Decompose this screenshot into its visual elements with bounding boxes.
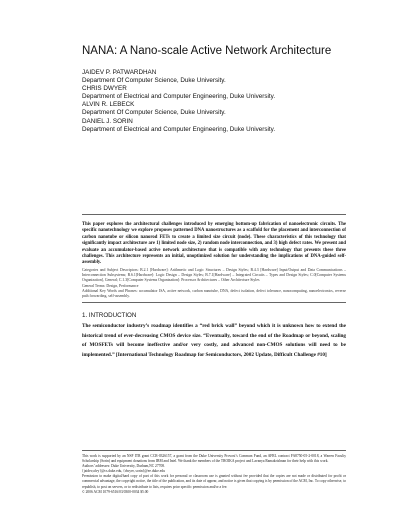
author-name: CHRIS DWYER <box>82 85 127 93</box>
header-divider <box>82 214 346 215</box>
keywords-text: Additional Key Words and Phrases: accumulator ISA, active network, carbon nanotube, DNA, defect isolation, defect tolerance, nanocomputing, nanoelectronics, reverse path forwarding, self-assembly. <box>82 288 346 299</box>
metadata-block <box>82 268 346 299</box>
author-affiliation: Department of Electrical and Computer Engineering, Duke University. <box>82 93 276 101</box>
author-affiliation: Department Of Computer Science, Duke University. <box>82 109 226 117</box>
footnote-divider <box>82 450 346 451</box>
paper-title: NANA: A Nano-scale Active Network Architecture <box>82 45 332 57</box>
address-note: Authors’ addresses: Duke University, Durham,NC 27708. <box>82 464 165 469</box>
author-affiliation: Department of Electrical and Computer Engineering, Duke University. <box>82 125 276 133</box>
categories-text: Categories and Subject Descriptors: B.2.1 [Hardware]: Arithmetic and Logic Structures – Design Styles; B.4.3 [Hardware] Input/Output and Data Communications – Interconnection Subsystems; B.6.1[Hardware]: Logic Design – Design Styles; B.7.1[Hardware] – Integrated Circuits – Types and Design Styles; C.0[Computer Systems Organization], General; C.1.3[Computer Systems Organization]: Processor Architectures – Other Architecture Styles <box>82 268 346 283</box>
permission-note: Permission to make digital/hard copy of part of this work for personal or classroom use is granted without fee provided that the copies are not made or distributed for profit or commercial advantage, the copyright notice, the title of the publication, and its date of appear, and notice is given that copying is by permission of the ACM, Inc. To copy otherwise, to republish, to post on servers, or to redistribute to lists, requires prior specific permission and/or a fee. <box>82 474 346 489</box>
general-terms-text: General Terms: Design, Performance <box>82 283 139 288</box>
section-heading: 1. INTRODUCTION <box>82 312 137 319</box>
footnote-block <box>82 454 346 495</box>
funding-note: This work is supported by an NSF ITR grant CCR-0326157, a grant from the Duke University Provost’s Common Fund, an AFRL contract FA8750-05-2-0018, a Warren Faculty Scholarship (Sorin) and equipment donations from IBM and Intel. We thank the members of the TROIKA project and Lavanya Ramakrishnan for their help with this work. <box>82 454 346 464</box>
author-name: ALVIN R. LEBECK <box>82 101 135 109</box>
author-name: DANIEL J. SORIN <box>82 117 133 125</box>
author-block <box>82 69 322 134</box>
section-body: The semiconductor industry’s roadmap identifies a “red brick wall” beyond which it is unknown how to extend the historical trend of ever-decreasing CMOS device size. “Eventually, toward the end of the Roadmap or beyond, scaling of MOSFETs will become ineffective and/or very costly, and advanced non-CMOS solutions will need to be implemented.” [International Technology Roadmap for Semiconductors, 2002 Update, Difficult Challenge #10] <box>82 323 346 358</box>
copyright-note: © 2006 ACM 1079-6516/03/0300-0034 $5.00 <box>82 489 149 494</box>
abstract-text: This paper explores the architectural challenges introduced by emerging bottom-up fabrication of nanoelectronic circuits. The specific nanotechnology we explore proposes patterned DNA nanostructures as a scaffold for the placement and interconnection of carbon nanotube or silicon nanorod FETs to create a limited size circuit (node). These characteristics of this technology that significantly impact architecture are 1) limited node size, 2) random node interconnection, and 3) high defect rates. We present and evaluate an accumulator-based active network architecture that is compatible with any technology that presents these three challenges. This architecture represents an initial, unoptimized solution for understanding the implications of DNA-guided self-assembly. <box>82 222 346 266</box>
author-affiliation: Department Of Computer Science, Duke University. <box>82 77 226 85</box>
email-note: {jaidev,alvy}@cs.duke.edu, {dwyer, sorin}@ee.duke.edu <box>82 469 165 474</box>
abstract-divider <box>82 302 346 303</box>
author-name: JAIDEV P. PATWARDHAN <box>82 69 157 76</box>
